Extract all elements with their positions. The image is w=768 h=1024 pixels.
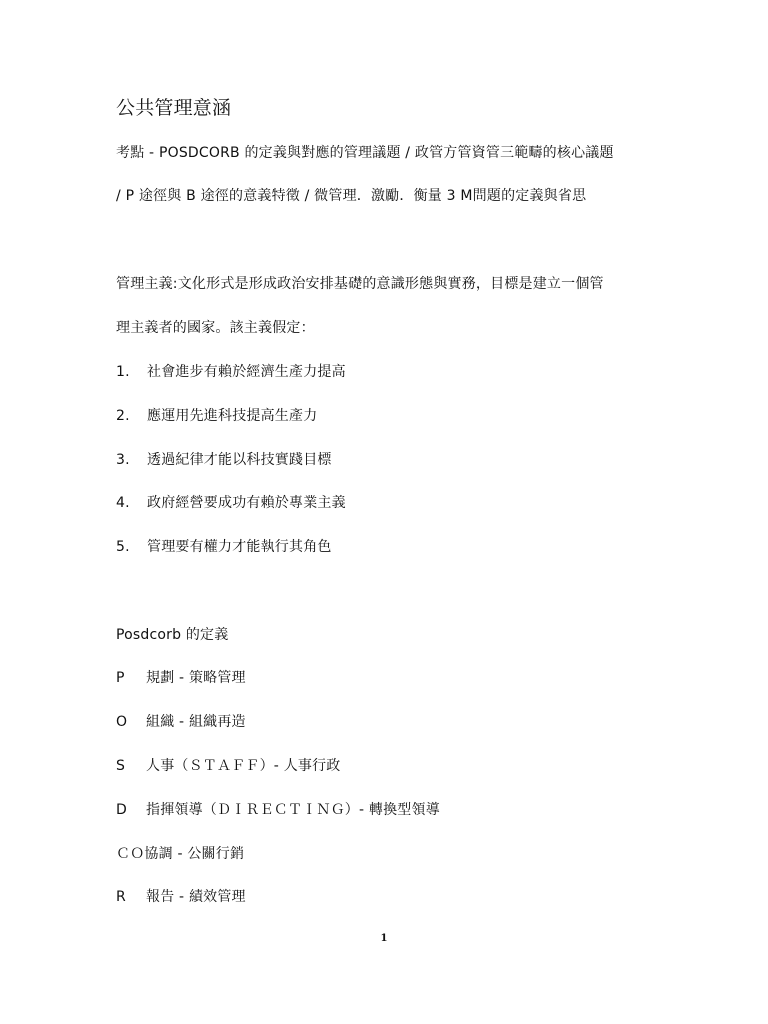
exam-points-line-1: 考點 - POSDCORB 的定義與對應的管理議題 / 政管方管資管三範疇的核心議題 (116, 145, 614, 161)
posdcorb-item (116, 887, 246, 907)
managerialism-line-2: 理主義者的國家。該主義假定： (116, 320, 315, 336)
posdcorb-text: 人事（ＳＴＡＦＦ）- 人事行政 (146, 758, 341, 774)
posdcorb-text: 協調 - 公關行銷 (144, 846, 245, 862)
posdcorb-text: 報告 - 績效管理 (146, 889, 246, 905)
posdcorb-item (116, 800, 440, 820)
exam-points-line-2: / P 途徑與 B 途徑的意義特徵 / 微管理．激勵．衡量 3 M問題的定義與省思 (116, 188, 587, 204)
list-item-number: 5. (116, 539, 130, 555)
posdcorb-letter: D (116, 802, 127, 818)
posdcorb-text: 組織 - 組織再造 (146, 714, 246, 730)
posdcorb-letter: P (116, 670, 125, 686)
list-item (116, 493, 346, 513)
posdcorb-letter: S (116, 758, 126, 774)
posdcorb-text: 指揮領導（ＤＩＲＥＣＴＩＮＧ）- 轉換型領導 (146, 802, 440, 818)
posdcorb-item (116, 668, 246, 688)
posdcorb-text: 規劃 - 策略管理 (146, 670, 246, 686)
list-item-number: 2. (116, 408, 130, 424)
list-item (116, 362, 346, 382)
list-item-number: 1. (116, 364, 130, 380)
posdcorb-item (116, 756, 341, 776)
posdcorb-letter: ＣＯ (116, 846, 145, 862)
page-number: 1 (380, 933, 388, 944)
posdcorb-item (116, 844, 244, 864)
list-item-text: 管理要有權力才能執行其角色 (147, 539, 332, 555)
list-item (116, 450, 332, 470)
list-item-number: 3. (116, 452, 130, 468)
list-item-text: 政府經營要成功有賴於專業主義 (147, 495, 346, 511)
managerialism-line-1: 管理主義:文化形式是形成政治安排基礎的意識形態與實務，目標是建立一個管 (116, 276, 604, 292)
posdcorb-heading: Posdcorb 的定義 (116, 627, 229, 643)
posdcorb-item (116, 712, 246, 732)
list-item-text: 透過紀律才能以科技實踐目標 (147, 452, 332, 468)
list-item-text: 社會進步有賴於經濟生產力提高 (147, 364, 346, 380)
list-item (116, 406, 317, 426)
posdcorb-letter: O (116, 714, 128, 730)
page-title: 公共管理意涵 (116, 97, 232, 119)
list-item-number: 4. (116, 495, 130, 511)
list-item (116, 537, 332, 557)
posdcorb-letter: R (116, 889, 126, 905)
list-item-text: 應運用先進科技提高生產力 (147, 408, 318, 424)
